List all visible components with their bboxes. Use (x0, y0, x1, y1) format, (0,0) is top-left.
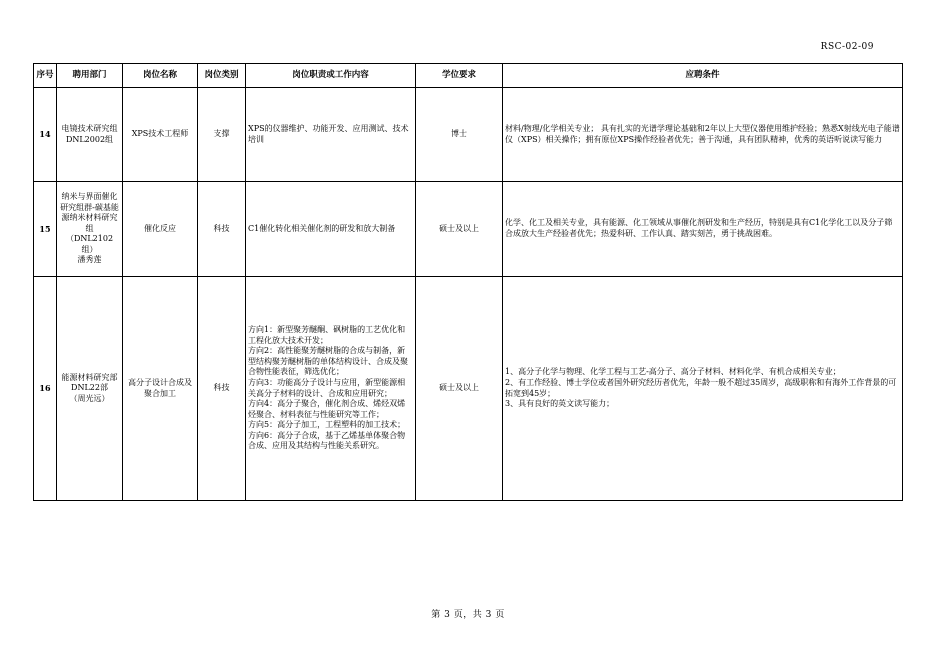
row-category: 科技 (198, 277, 246, 501)
header-degree: 学位要求 (416, 64, 503, 88)
row-number: 16 (34, 277, 57, 501)
row-department: 纳米与界面催化研究组群-碳基能源纳米材料研究组 （DNL2102组） 潘秀莲 (57, 182, 123, 277)
table-header-row (34, 64, 903, 88)
row-number: 14 (34, 88, 57, 182)
document-code: RSC-02-09 (820, 42, 874, 52)
row-number: 15 (34, 182, 57, 277)
row-category: 支撑 (198, 88, 246, 182)
row-degree: 硕士及以上 (416, 277, 503, 501)
table-row (34, 277, 903, 501)
row-requirements: 1、高分子化学与物理、化学工程与工艺-高分子、高分子材料、材料化学、有机合成相关专业； 2、有工作经验、博士学位或者国外研究经历者优先，年龄一般不超过35周岁，高级职称和有海外工作背景的可拓宽到45岁； 3、具有良好的英文读写能力； (503, 277, 903, 501)
header-position: 岗位名称 (123, 64, 198, 88)
row-duties: 方向1：新型聚芳醚酮、砜树脂的工艺优化和工程化放大技术开发； 方向2：高性能聚芳醚树脂的合成与制备，新型结构聚芳醚树脂的单体结构设计、合成及聚合物性能表征，筛选优化； 方向3：功能高分子设计与应用，新型能源相关高分子材料的设计、合成和应用研究； 方向4：高分子聚合，催化剂合成、烯烃双烯烃聚合、材料表征与性能研究等工作； 方向5：高分子加工，工程塑料的加工技术； 方向6：高分子合成，基于乙烯基单体聚合物合成、应用及其结构与性能关系研究。 (246, 277, 416, 501)
row-duties: C1催化转化相关催化剂的研发和放大制备 (246, 182, 416, 277)
row-department: 能源材料研究部 DNL22部 （周光远） (57, 277, 123, 501)
row-category: 科技 (198, 182, 246, 277)
row-degree: 博士 (416, 88, 503, 182)
row-position: 高分子设计合成及聚合加工 (123, 277, 198, 501)
job-posting-table (33, 63, 903, 501)
page-number-footer: 第 3 页，共 3 页 (431, 610, 505, 620)
row-position: XPS技术工程师 (123, 88, 198, 182)
row-department: 电镜技术研究组 DNL2002组 (57, 88, 123, 182)
row-requirements: 材料/物理/化学相关专业； 具有扎实的光谱学理论基础和2年以上大型仪器使用维护经验；熟悉X射线光电子能谱仪（XPS）相关操作；拥有原位XPS操作经验者优先；善于沟通，具有团队精神，优秀的英语听说读写能力 (503, 88, 903, 182)
header-category: 岗位类别 (198, 64, 246, 88)
header-number: 序号 (34, 64, 57, 88)
row-degree: 硕士及以上 (416, 182, 503, 277)
row-position: 催化反应 (123, 182, 198, 277)
row-requirements: 化学、化工及相关专业，具有能源、化工领域从事催化剂研发和生产经历，特别是具有C1化学化工以及分子筛合成放大生产经验者优先；热爱科研、工作认真、踏实刻苦，勇于挑战困难。 (503, 182, 903, 277)
table-row (34, 182, 903, 277)
header-department: 聘用部门 (57, 64, 123, 88)
table-row (34, 88, 903, 182)
row-duties: XPS的仪器维护、功能开发、应用测试、技术培训 (246, 88, 416, 182)
header-duties: 岗位职责或工作内容 (246, 64, 416, 88)
header-requirements: 应聘条件 (503, 64, 903, 88)
